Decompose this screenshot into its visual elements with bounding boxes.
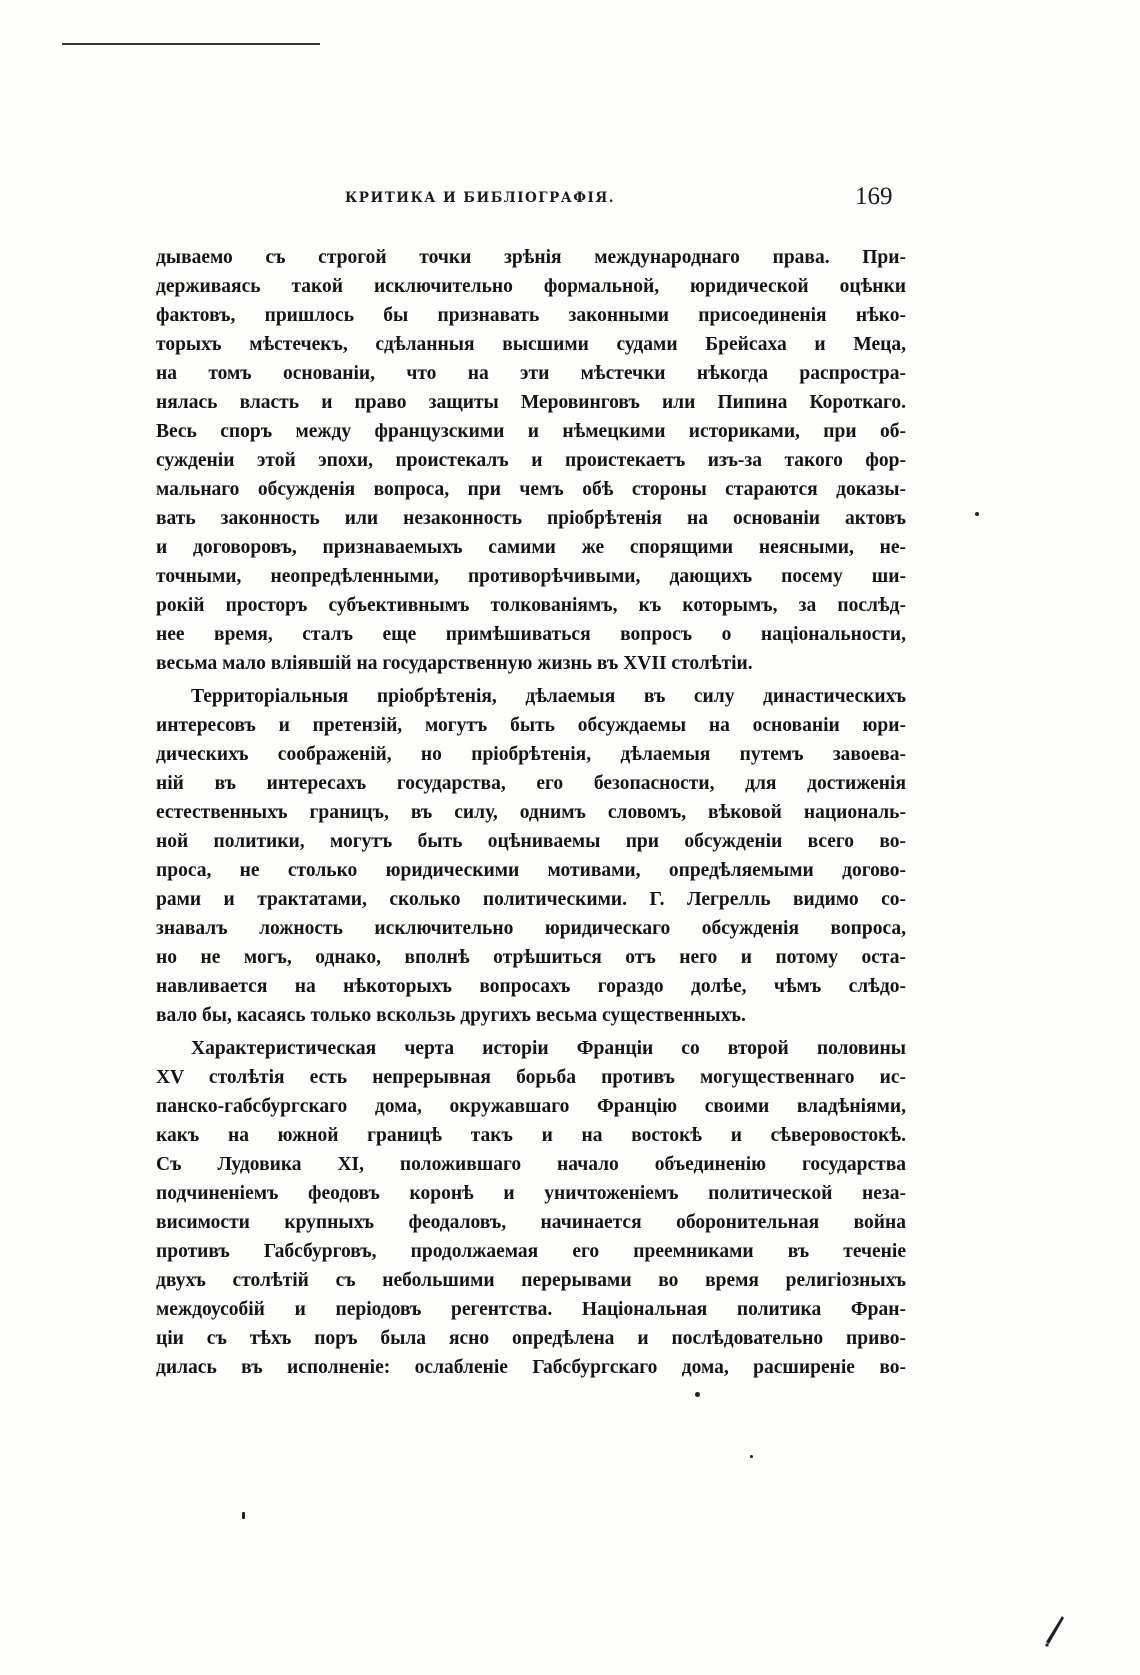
- text-line: и договоровъ, признаваемыхъ самими же спорящими неясными, не-: [156, 537, 906, 558]
- top-rule: [62, 43, 320, 45]
- text-line: Съ Лудовика XI, положившаго начало объединенію государства: [156, 1154, 906, 1175]
- text-line: рокій просторъ субъективнымъ толкованіямъ, къ которымъ, за послѣд-: [156, 595, 906, 616]
- scan-speck: [242, 1512, 245, 1519]
- text-line: знавалъ ложность исключительно юридическаго обсужденія вопроса,: [156, 918, 906, 939]
- text-line: естественныхъ границъ, въ силу, однимъ словомъ, вѣковой националь-: [156, 802, 906, 823]
- text-line: противъ Габсбурговъ, продолжаемая его преемниками въ теченіе: [156, 1241, 906, 1262]
- text-line: на томъ основаніи, что на эти мѣстечки нѣкогда распростра-: [156, 363, 906, 384]
- text-line: дываемо съ строгой точки зрѣнія международнаго права. При-: [156, 247, 906, 268]
- text-line: какъ на южной границѣ такъ и на востокѣ и сѣверовостокѣ.: [156, 1125, 906, 1146]
- text-line: ній въ интересахъ государства, его безопасности, для достиженія: [156, 773, 906, 794]
- paragraph: [156, 682, 906, 1030]
- text-line: висимости крупныхъ феодаловъ, начинается оборонительная война: [156, 1212, 906, 1233]
- text-line: вать законность или незаконность пріобрѣтенія на основаніи актовъ: [156, 508, 906, 529]
- text-line: ціи съ тѣхъ поръ была ясно опредѣлена и послѣдовательно приво-: [156, 1328, 906, 1349]
- paragraph: [156, 1034, 906, 1382]
- text-line: сужденіи этой эпохи, проистекалъ и проистекаетъ изъ-за такого фор-: [156, 450, 906, 471]
- text-line: междоусобій и періодовъ регентства. Національная политика Фран-: [156, 1299, 906, 1320]
- text-line: Территоріальныя пріобрѣтенія, дѣлаемыя въ силу династическихъ: [191, 686, 906, 707]
- text-line: торыхъ мѣстечекъ, сдѣланныя высшими судами Брейсаха и Меца,: [156, 334, 906, 355]
- text-line: но не могъ, однако, вполнѣ отрѣшиться отъ него и потому оста-: [156, 947, 906, 968]
- pen-mark-icon: [1040, 1610, 1070, 1650]
- text-line: панско-габсбургскаго дома, окружавшаго Францію своими владѣніями,: [156, 1096, 906, 1117]
- paragraph: [156, 243, 906, 678]
- text-line: Характеристическая черта исторіи Франціи со второй половины: [191, 1038, 906, 1059]
- page-number: 169: [855, 183, 893, 210]
- text-line: фактовъ, пришлось бы признавать законными присоединенія нѣко-: [156, 305, 906, 326]
- text-line: держиваясь такой исключительно формальной, юридической оцѣнки: [156, 276, 906, 297]
- scan-speck: [750, 1455, 753, 1458]
- body-text: [156, 243, 906, 1382]
- text-line: интересовъ и претензій, могутъ быть обсуждаемы на основаніи юри-: [156, 715, 906, 736]
- text-line: нялась власть и право защиты Меровинговъ или Пипина Короткаго.: [156, 392, 906, 413]
- text-line: двухъ столѣтій съ небольшими перерывами во время религіозныхъ: [156, 1270, 906, 1291]
- text-line: рами и трактатами, сколько политическими. Г. Легрелль видимо со-: [156, 889, 906, 910]
- text-line: весьма мало вліявшій на государственную жизнь въ XVII столѣтіи.: [156, 653, 753, 674]
- text-line: навливается на нѣкоторыхъ вопросахъ гораздо долѣе, чѣмъ слѣдо-: [156, 976, 906, 997]
- scan-speck: [695, 1392, 700, 1397]
- text-line: мальнаго обсужденія вопроса, при чемъ обѣ стороны стараются доказы-: [156, 479, 906, 500]
- text-line: проса, не столько юридическими мотивами, опредѣляемыми догово-: [156, 860, 906, 881]
- text-line: нее время, сталъ еще примѣшиваться вопросъ о національности,: [156, 624, 906, 645]
- scan-speck: [975, 512, 979, 516]
- text-line: XV столѣтія есть непрерывная борьба противъ могущественнаго ис-: [156, 1067, 906, 1088]
- text-line: ной политики, могутъ быть оцѣниваемы при обсужденіи всего во-: [156, 831, 906, 852]
- text-line: подчиненіемъ феодовъ коронѣ и уничтоженіемъ политической неза-: [156, 1183, 906, 1204]
- text-line: вало бы, касаясь только вскользь другихъ весьма существенныхъ.: [156, 1005, 746, 1026]
- text-line: дилась въ исполненіе: ослабленіе Габсбургскаго дома, расширеніе во-: [156, 1357, 906, 1378]
- text-line: Весь споръ между французскими и нѣмецкими историками, при об-: [156, 421, 906, 442]
- running-head: КРИТИКА И БИБЛІОГРАФІЯ.: [345, 190, 615, 206]
- text-line: точными, неопредѣленными, противорѣчивыми, дающихъ посему ши-: [156, 566, 906, 587]
- text-line: дическихъ соображеній, но пріобрѣтенія, дѣлаемыя путемъ завоева-: [156, 744, 906, 765]
